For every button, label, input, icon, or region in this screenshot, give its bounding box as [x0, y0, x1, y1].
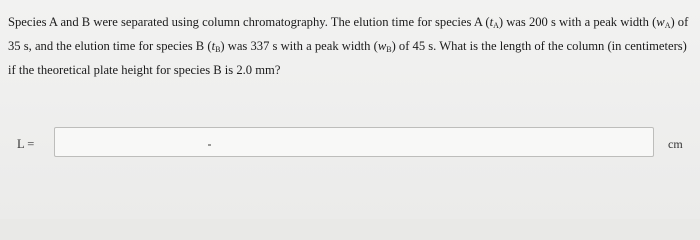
- question-part-2: ) was 200 s with a peak width (: [498, 15, 657, 29]
- text-cursor-mark: [208, 144, 211, 146]
- time-b-symbol: t: [211, 39, 216, 53]
- length-variable-label: L =: [17, 137, 35, 151]
- question-part-5: ) of 45 s. What is the length of the column (in centimeters) if the theoretical plate height for species B is 2.0 mm?: [8, 39, 687, 77]
- width-b-subscript: B: [386, 45, 392, 54]
- answer-row: [0, 124, 700, 164]
- question-text: [8, 12, 692, 80]
- width-a-symbol: w: [656, 15, 665, 29]
- length-answer-input[interactable]: [54, 127, 654, 157]
- time-a-subscript: A: [493, 21, 499, 30]
- question-part-4: ) was 337 s with a peak width (: [220, 39, 378, 53]
- time-b-subscript: B: [215, 45, 221, 54]
- unit-label: cm: [668, 137, 683, 151]
- width-b-symbol: w: [377, 39, 387, 53]
- width-a-subscript: A: [664, 21, 671, 30]
- question-part-1: Species A and B were separated using column chromatography. The elution time for species A (: [8, 15, 490, 29]
- question-part-3: ) of 35 s, and the elution time for species B (: [8, 15, 689, 53]
- time-a-symbol: t: [489, 15, 494, 29]
